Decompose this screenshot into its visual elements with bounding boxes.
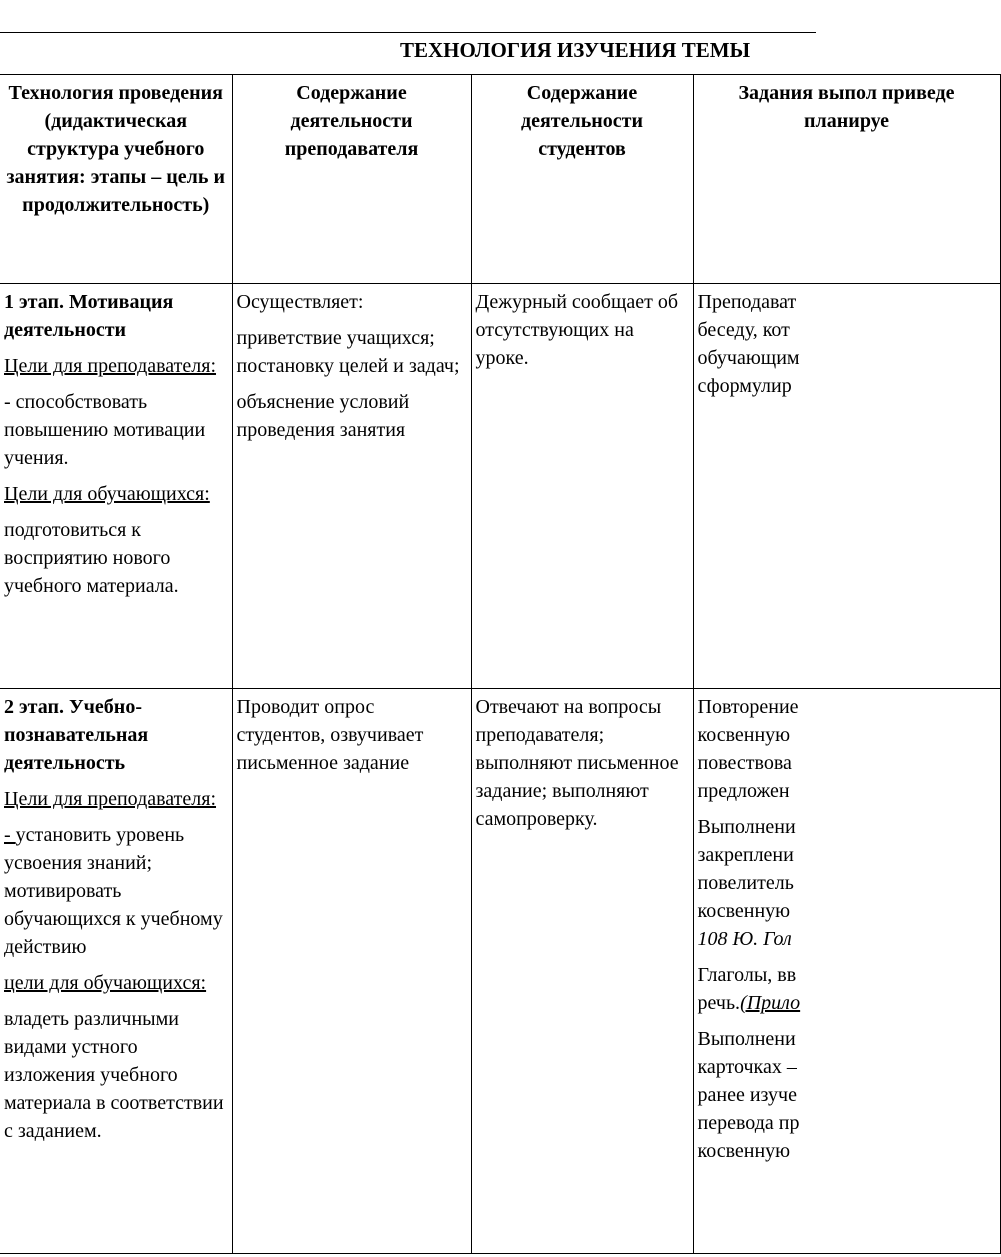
stage2-goals-teacher-label: Цели для преподавателя: (4, 788, 217, 810)
stage1-teacher-p3: объяснение условий проведения занятия (236, 391, 410, 441)
stage1-students-cell (471, 284, 693, 689)
stage2-tasks-p3-speech: речь. (697, 992, 741, 1014)
stage2-tasks-p1: Повторение косвенную повествова предложен (697, 696, 799, 802)
header-teacher-activity: Содержание деятельности преподавателя (232, 75, 471, 284)
stage1-goals-teacher-text: - способствовать повышению мотивации учения. (4, 391, 206, 469)
stage2-title: 2 этап. Учебно-познавательная деятельность (4, 696, 149, 774)
stage2-goals-students-label: цели для обучающихся: (4, 972, 207, 994)
stage1-cell (0, 284, 232, 689)
stage2-tasks-p4: Выполнени карточках – ранее изуче перевода пр косвенную (697, 1028, 800, 1162)
stage2-tasks-p3-appendix: (Прило (740, 992, 801, 1014)
stage2-teacher-p1: Проводит опрос студентов, озвучивает письменное задание (236, 696, 424, 774)
stage2-tasks-p2-ref: 108 Ю. Гол (697, 928, 792, 950)
stage1-tasks-cell (693, 284, 1000, 689)
stage2-tasks-p2 (698, 813, 828, 953)
stage1-teacher-p2: приветствие учащихся; постановку целей и задач; (236, 327, 460, 377)
table-row (0, 689, 1000, 1254)
page-title: ТЕХНОЛОГИЯ ИЗУЧЕНИЯ ТЕМЫ (400, 38, 751, 62)
stage2-goals-teacher-text: установить уровень усвоения знаний; мотивировать обучающихся к учебному действию (4, 824, 223, 958)
stage1-title: 1 этап. Мотивация деятельности (4, 291, 174, 341)
table-header-row (0, 75, 1000, 284)
stage1-goals-teacher-label: Цели для преподавателя: (4, 355, 217, 377)
stage2-students-cell (471, 689, 693, 1254)
stage2-goals-students-text: владеть различными видами устного изложения учебного материала в соответствии с заданием. (4, 1008, 224, 1142)
header-technology: Технология проведения (дидактическая структура учебного занятия: этапы – цель и продолжительность) (0, 75, 232, 284)
technology-table (0, 74, 1001, 1254)
header-tasks: Задания выпол приведе планируе (693, 75, 1000, 284)
stage1-teacher-cell (232, 284, 471, 689)
stage2-tasks-p3 (698, 961, 828, 1017)
stage2-tasks-p2-text: Выполнени закреплени повелитель косвенную (697, 816, 796, 922)
stage2-tasks-cell (693, 689, 1000, 1254)
stage2-teacher-cell (232, 689, 471, 1254)
stage2-goals-dash: - (4, 824, 16, 846)
table-row (0, 284, 1000, 689)
stage2-students-p1: Отвечают на вопросы преподавателя; выполняют письменное задание; выполняют самопроверку. (475, 696, 679, 830)
stage2-goals-teacher-text-wrap (4, 821, 228, 961)
stage2-cell (0, 689, 232, 1254)
stage1-students-p1: Дежурный сообщает об отсутствующих на уроке. (475, 291, 679, 369)
stage1-teacher-p1: Осуществляет: (236, 291, 364, 313)
stage2-tasks-p3-text: Глаголы, вв (697, 964, 797, 986)
stage1-goals-students-label: Цели для обучающихся: (4, 483, 210, 505)
top-border (0, 32, 816, 33)
stage1-tasks-p1: Преподават беседу, кот обучающим сформулир (697, 291, 800, 397)
header-student-activity: Содержание деятельности студентов (471, 75, 693, 284)
stage1-goals-students-text: подготовиться к восприятию нового учебного материала. (4, 519, 179, 597)
